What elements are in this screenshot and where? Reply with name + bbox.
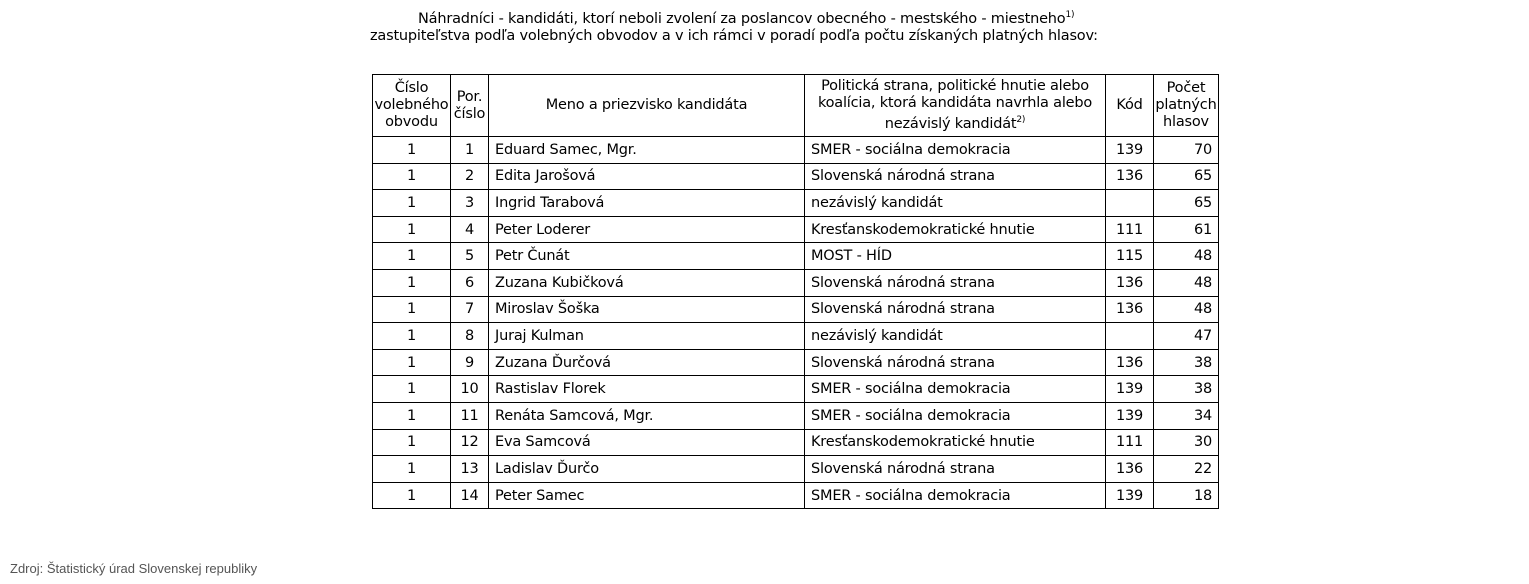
cell-party: SMER - sociálna demokracia [805, 137, 1106, 164]
cell-order: 8 [451, 323, 489, 350]
cell-code [1106, 190, 1154, 217]
table-row [373, 137, 1219, 164]
cell-votes: 22 [1154, 456, 1219, 483]
title-line-2: zastupiteľstva podľa volebných obvodov a v ich rámci v poradí podľa počtu získaných platných hlasov: [370, 28, 1098, 44]
cell-party: Slovenská národná strana [805, 296, 1106, 323]
cell-code [1106, 323, 1154, 350]
cell-party: Slovenská národná strana [805, 349, 1106, 376]
cell-votes: 34 [1154, 402, 1219, 429]
cell-party: Kresťanskodemokratické hnutie [805, 216, 1106, 243]
table-row [373, 243, 1219, 270]
cell-code: 136 [1106, 456, 1154, 483]
cell-district: 1 [373, 482, 451, 509]
cell-votes: 48 [1154, 296, 1219, 323]
cell-votes: 38 [1154, 349, 1219, 376]
header-code: Kód [1106, 75, 1154, 137]
table-row [373, 269, 1219, 296]
cell-district: 1 [373, 456, 451, 483]
cell-name: Zuzana Ďurčová [489, 349, 805, 376]
header-order: Por. číslo [451, 75, 489, 137]
table-row [373, 376, 1219, 403]
cell-votes: 61 [1154, 216, 1219, 243]
cell-party: SMER - sociálna demokracia [805, 376, 1106, 403]
cell-party: MOST - HÍD [805, 243, 1106, 270]
cell-order: 5 [451, 243, 489, 270]
table-row [373, 482, 1219, 509]
cell-name: Zuzana Kubičková [489, 269, 805, 296]
cell-code: 136 [1106, 269, 1154, 296]
cell-votes: 18 [1154, 482, 1219, 509]
cell-votes: 48 [1154, 243, 1219, 270]
table-row [373, 402, 1219, 429]
cell-order: 1 [451, 137, 489, 164]
cell-code: 139 [1106, 482, 1154, 509]
cell-code: 136 [1106, 349, 1154, 376]
cell-district: 1 [373, 163, 451, 190]
cell-district: 1 [373, 216, 451, 243]
cell-votes: 47 [1154, 323, 1219, 350]
cell-district: 1 [373, 349, 451, 376]
cell-district: 1 [373, 243, 451, 270]
table-row [373, 190, 1219, 217]
cell-name: Juraj Kulman [489, 323, 805, 350]
title-text: Náhradníci - kandidáti, ktorí neboli zvolení za poslancov obecného - mestského - miestneho [418, 10, 1066, 27]
cell-order: 3 [451, 190, 489, 217]
source-note: Zdroj: Štatistický úrad Slovenskej republiky [10, 561, 258, 576]
cell-party: Slovenská národná strana [805, 456, 1106, 483]
cell-order: 12 [451, 429, 489, 456]
cell-party: nezávislý kandidát [805, 190, 1106, 217]
cell-name: Ingrid Tarabová [489, 190, 805, 217]
footnote-ref: 1) [1065, 10, 1075, 20]
cell-name: Petr Čunát [489, 243, 805, 270]
cell-order: 13 [451, 456, 489, 483]
cell-name: Ladislav Ďurčo [489, 456, 805, 483]
candidates-table [372, 74, 1219, 509]
cell-order: 2 [451, 163, 489, 190]
cell-district: 1 [373, 402, 451, 429]
cell-district: 1 [373, 269, 451, 296]
cell-name: Peter Loderer [489, 216, 805, 243]
header-name: Meno a priezvisko kandidáta [489, 75, 805, 137]
table-row [373, 456, 1219, 483]
cell-votes: 70 [1154, 137, 1219, 164]
table-row [373, 323, 1219, 350]
cell-order: 14 [451, 482, 489, 509]
cell-order: 6 [451, 269, 489, 296]
cell-votes: 65 [1154, 163, 1219, 190]
cell-code: 111 [1106, 216, 1154, 243]
cell-code: 136 [1106, 296, 1154, 323]
cell-district: 1 [373, 376, 451, 403]
cell-name: Eduard Samec, Mgr. [489, 137, 805, 164]
title-line-1 [418, 10, 1074, 27]
footnote-ref: 2) [1016, 115, 1026, 126]
cell-votes: 65 [1154, 190, 1219, 217]
table-row [373, 163, 1219, 190]
cell-name: Peter Samec [489, 482, 805, 509]
cell-district: 1 [373, 190, 451, 217]
cell-party: SMER - sociálna demokracia [805, 482, 1106, 509]
cell-order: 9 [451, 349, 489, 376]
cell-district: 1 [373, 429, 451, 456]
cell-code: 111 [1106, 429, 1154, 456]
header-votes: Počet platných hlasov [1154, 75, 1219, 137]
cell-district: 1 [373, 296, 451, 323]
cell-name: Renáta Samcová, Mgr. [489, 402, 805, 429]
table-row [373, 296, 1219, 323]
cell-code: 139 [1106, 137, 1154, 164]
cell-district: 1 [373, 137, 451, 164]
cell-order: 10 [451, 376, 489, 403]
cell-party: Slovenská národná strana [805, 163, 1106, 190]
cell-code: 136 [1106, 163, 1154, 190]
cell-order: 7 [451, 296, 489, 323]
cell-party: SMER - sociálna demokracia [805, 402, 1106, 429]
cell-code: 115 [1106, 243, 1154, 270]
cell-party: Kresťanskodemokratické hnutie [805, 429, 1106, 456]
header-district: Číslo volebného obvodu [373, 75, 451, 137]
cell-district: 1 [373, 323, 451, 350]
table-row [373, 216, 1219, 243]
header-party [805, 75, 1106, 137]
cell-party: Slovenská národná strana [805, 269, 1106, 296]
cell-name: Miroslav Šoška [489, 296, 805, 323]
cell-code: 139 [1106, 402, 1154, 429]
cell-code: 139 [1106, 376, 1154, 403]
cell-order: 4 [451, 216, 489, 243]
header-party-text: Politická strana, politické hnutie alebo koalícia, ktorá kandidáta navrhla alebo nezávislý kandidát [817, 78, 1093, 132]
cell-name: Edita Jarošová [489, 163, 805, 190]
table-row [373, 349, 1219, 376]
cell-votes: 38 [1154, 376, 1219, 403]
cell-name: Rastislav Florek [489, 376, 805, 403]
table-row [373, 429, 1219, 456]
cell-votes: 48 [1154, 269, 1219, 296]
cell-party: nezávislý kandidát [805, 323, 1106, 350]
cell-votes: 30 [1154, 429, 1219, 456]
cell-name: Eva Samcová [489, 429, 805, 456]
cell-order: 11 [451, 402, 489, 429]
